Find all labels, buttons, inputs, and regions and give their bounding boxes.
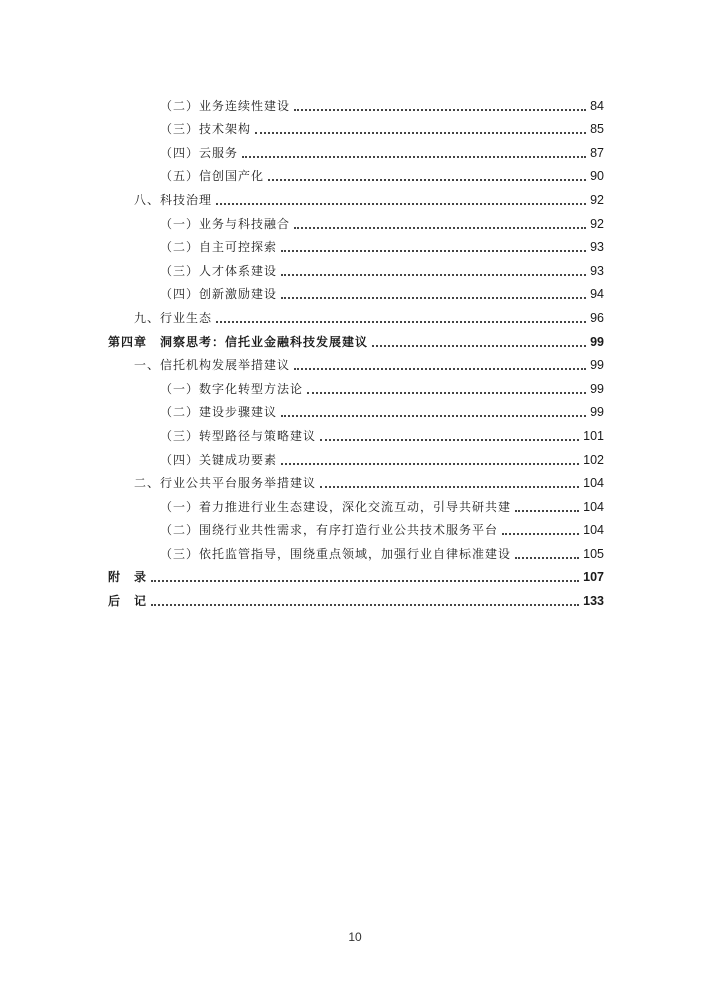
toc-entry-page: 90 bbox=[590, 169, 604, 184]
toc-leader-dots bbox=[294, 368, 586, 370]
toc-entry-label: （二）建设步骤建议 bbox=[160, 405, 278, 420]
toc-section-entry[interactable] bbox=[108, 184, 604, 208]
toc-entry-label: （三）人才体系建设 bbox=[160, 263, 278, 278]
toc-entry-label: （三）转型路径与策略建议 bbox=[160, 428, 317, 443]
toc-entry-label: 九、行业生态 bbox=[134, 310, 213, 325]
toc-entry[interactable] bbox=[108, 515, 604, 539]
toc-entry[interactable] bbox=[108, 444, 604, 468]
toc-entry-page: 99 bbox=[590, 334, 604, 349]
toc-section-entry[interactable] bbox=[108, 350, 604, 374]
toc-entry-page: 94 bbox=[590, 287, 604, 302]
toc-entry[interactable] bbox=[108, 397, 604, 421]
toc-leader-dots bbox=[242, 156, 586, 158]
toc-entry-label: （二）围绕行业共性需求，有序打造行业公共技术服务平台 bbox=[160, 523, 499, 538]
toc-entry-label: （四）创新激励建设 bbox=[160, 287, 278, 302]
toc-entry[interactable] bbox=[108, 279, 604, 303]
toc-leader-dots bbox=[372, 345, 586, 347]
toc-leader-dots bbox=[502, 533, 579, 535]
toc-entry-label: （一）数字化转型方法论 bbox=[160, 381, 304, 396]
toc-entry-page: 101 bbox=[583, 428, 604, 443]
table-of-contents bbox=[108, 90, 604, 609]
toc-entry-page: 96 bbox=[590, 310, 604, 325]
toc-leader-dots bbox=[281, 274, 586, 276]
page-number: 10 bbox=[348, 930, 362, 944]
toc-appendix-entry[interactable] bbox=[108, 562, 604, 586]
toc-leader-dots bbox=[255, 132, 586, 134]
toc-entry-label: （一）着力推进行业生态建设，深化交流互动，引导共研共建 bbox=[160, 499, 512, 514]
toc-entry[interactable] bbox=[108, 232, 604, 256]
toc-leader-dots bbox=[216, 321, 586, 323]
toc-leader-dots bbox=[281, 463, 579, 465]
toc-entry-page: 107 bbox=[583, 570, 604, 585]
toc-entry-page: 93 bbox=[590, 263, 604, 278]
toc-entry-page: 99 bbox=[590, 358, 604, 373]
toc-entry-page: 104 bbox=[583, 499, 604, 514]
toc-entry-label: 附 录 bbox=[108, 570, 148, 585]
toc-entry-page: 92 bbox=[590, 192, 604, 207]
toc-entry-page: 105 bbox=[583, 546, 604, 561]
toc-entry-label: 八、科技治理 bbox=[134, 192, 213, 207]
toc-entry-page: 99 bbox=[590, 381, 604, 396]
toc-entry[interactable] bbox=[108, 161, 604, 185]
toc-leader-dots bbox=[294, 227, 586, 229]
toc-leader-dots bbox=[268, 179, 586, 181]
toc-section-entry[interactable] bbox=[108, 302, 604, 326]
toc-leader-dots bbox=[320, 486, 579, 488]
toc-entry-page: 104 bbox=[583, 523, 604, 538]
toc-entry-label: （五）信创国产化 bbox=[160, 169, 265, 184]
toc-entry-label: 二、行业公共平台服务举措建议 bbox=[134, 476, 317, 491]
toc-entry-page: 133 bbox=[583, 594, 604, 609]
toc-postscript-entry[interactable] bbox=[108, 585, 604, 609]
toc-section-entry[interactable] bbox=[108, 468, 604, 492]
toc-leader-dots bbox=[307, 392, 586, 394]
toc-entry-label: 后 记 bbox=[108, 594, 148, 609]
toc-entry-label: （一）业务与科技融合 bbox=[160, 216, 291, 231]
toc-leader-dots bbox=[151, 580, 579, 582]
toc-entry-label: （二）业务连续性建设 bbox=[160, 98, 291, 113]
toc-leader-dots bbox=[320, 439, 579, 441]
toc-entry[interactable] bbox=[108, 114, 604, 138]
toc-entry[interactable] bbox=[108, 255, 604, 279]
toc-entry-page: 104 bbox=[583, 476, 604, 491]
toc-entry-page: 92 bbox=[590, 216, 604, 231]
toc-entry-page: 84 bbox=[590, 98, 604, 113]
toc-leader-dots bbox=[281, 250, 586, 252]
toc-entry-label: 一、信托机构发展举措建议 bbox=[134, 358, 291, 373]
toc-leader-dots bbox=[216, 203, 586, 205]
toc-leader-dots bbox=[281, 415, 586, 417]
toc-leader-dots bbox=[515, 557, 579, 559]
toc-entry[interactable] bbox=[108, 137, 604, 161]
toc-leader-dots bbox=[281, 297, 586, 299]
toc-leader-dots bbox=[515, 510, 579, 512]
toc-entry-label: （三）依托监管指导，围绕重点领域，加强行业自律标准建设 bbox=[160, 546, 512, 561]
toc-leader-dots bbox=[294, 109, 586, 111]
toc-entry[interactable] bbox=[108, 208, 604, 232]
toc-entry-page: 85 bbox=[590, 122, 604, 137]
toc-entry[interactable] bbox=[108, 90, 604, 114]
toc-chapter-entry[interactable] bbox=[108, 326, 604, 350]
toc-entry-page: 93 bbox=[590, 240, 604, 255]
toc-leader-dots bbox=[151, 604, 579, 606]
toc-entry-label: （四）云服务 bbox=[160, 145, 239, 160]
toc-entry[interactable] bbox=[108, 373, 604, 397]
toc-entry-page: 102 bbox=[583, 452, 604, 467]
toc-entry-label: （二）自主可控探索 bbox=[160, 240, 278, 255]
toc-entry[interactable] bbox=[108, 420, 604, 444]
toc-entry[interactable] bbox=[108, 491, 604, 515]
toc-entry-label: （三）技术架构 bbox=[160, 122, 252, 137]
toc-entry-label: 第四章 洞察思考：信托业金融科技发展建议 bbox=[108, 334, 369, 349]
toc-entry-page: 87 bbox=[590, 145, 604, 160]
toc-entry[interactable] bbox=[108, 538, 604, 562]
toc-entry-label: （四）关键成功要素 bbox=[160, 452, 278, 467]
toc-entry-page: 99 bbox=[590, 405, 604, 420]
